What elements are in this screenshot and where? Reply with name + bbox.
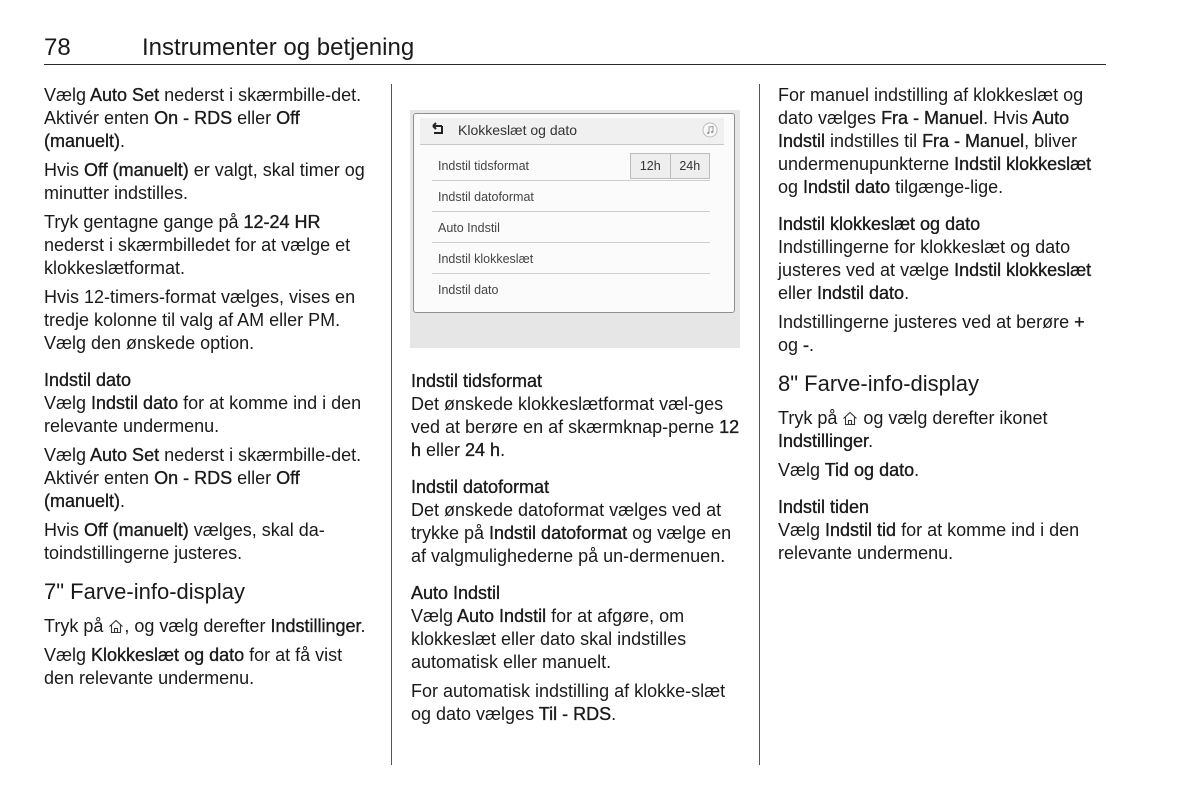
column-divider <box>759 84 760 765</box>
section-title: 7" Farve-info-display <box>44 579 245 604</box>
home-icon <box>842 411 858 426</box>
paragraph: For automatisk indstilling af klokke-slæt og dato vælges Til - RDS. <box>411 681 726 724</box>
column-divider <box>391 84 392 765</box>
back-arrow-icon[interactable] <box>428 122 446 138</box>
paragraph: Det ønskede datoformat vælges ved at trykke på Indstil datoformat og vælge en af valgmulighederne på un-dermenuen. <box>411 500 732 566</box>
menu-item-time-format[interactable]: Indstil tidsformat 12h 24h <box>432 150 710 181</box>
screen-title: Klokkeslæt og dato <box>458 122 578 138</box>
menu-item-date-format[interactable]: Indstil datoformat <box>432 181 710 212</box>
section-heading: Indstil datoformat <box>411 477 550 497</box>
paragraph: Vælg Klokkeslæt og dato for at få vist den relevante undermenu. <box>44 645 343 688</box>
menu-item-set-date[interactable]: Indstil dato <box>438 283 499 297</box>
paragraph: Indstillingerne justeres ved at berøre + og -. <box>778 312 1085 355</box>
section-heading: Indstil tiden <box>778 497 870 517</box>
section-heading: Indstil dato <box>44 370 132 390</box>
home-icon <box>108 619 124 634</box>
section-heading: Indstil klokkeslæt og dato <box>778 214 981 234</box>
paragraph: Hvis Off (manuelt) er valgt, skal timer og minutter indstilles. <box>44 160 365 203</box>
paragraph: Vælg Auto Set nederst i skærmbille-det. Aktivér enten On - RDS eller Off (manuelt). <box>44 445 362 511</box>
paragraph: Det ønskede klokkeslætformat væl-ges ved at berøre en af skærmknap-perne 12 h eller 24 h. <box>411 394 740 460</box>
12h-button[interactable]: 12h <box>639 159 661 173</box>
page-title: Instrumenter og betjening <box>142 34 415 61</box>
menu-item-set-time[interactable]: Indstil klokkeslæt <box>432 243 710 274</box>
paragraph: Vælg Tid og dato. <box>778 460 920 480</box>
column-3 <box>778 84 1108 571</box>
section-heading: Indstil tidsformat <box>411 371 543 391</box>
time-format-toggle <box>630 153 710 179</box>
display-illustration <box>410 110 740 348</box>
page-number: 78 <box>44 34 71 61</box>
column-1 <box>44 84 376 696</box>
section-title: 8" Farve-info-display <box>778 371 979 396</box>
paragraph: Tryk på , og vælg derefter Indstillinger. <box>44 616 366 636</box>
paragraph: Indstillingerne for klokkeslæt og dato justeres ved at vælge Indstil klokkeslæt eller Indstil dato. <box>778 237 1092 303</box>
paragraph: Vælg Auto Set nederst i skærmbille-det. Aktivér enten On - RDS eller Off (manuelt). <box>44 85 362 151</box>
column-2 <box>411 356 743 732</box>
paragraph: Hvis 12-timers-format vælges, vises en tredje kolonne til valg af AM eller PM. Vælg den ønskede option. <box>44 287 356 353</box>
paragraph: Vælg Indstil dato for at komme ind i den relevante undermenu. <box>44 393 362 436</box>
screen-header <box>420 118 724 145</box>
menu-item-auto-set[interactable]: Auto Indstil <box>432 212 710 243</box>
display-screen <box>413 113 735 313</box>
paragraph: Vælg Auto Indstil for at afgøre, om klokkeslæt eller dato skal indstilles automatisk eller manuelt. <box>411 606 687 672</box>
section-heading: Auto Indstil <box>411 583 501 603</box>
music-note-icon[interactable] <box>702 122 718 138</box>
paragraph: Tryk på og vælg derefter ikonet Indstillinger. <box>778 408 1048 451</box>
page-header <box>44 34 1106 65</box>
24h-button[interactable]: 24h <box>670 154 710 178</box>
paragraph: Vælg Indstil tid for at komme ind i den relevante undermenu. <box>778 520 1080 563</box>
paragraph: Hvis Off (manuelt) vælges, skal da-toindstillingerne justeres. <box>44 520 325 563</box>
paragraph: For manuel indstilling af klokkeslæt og dato vælges Fra - Manuel. Hvis Auto Indstil indstilles til Fra - Manuel, bliver undermenupunkterne Indstil klokkeslæt og Indstil dato tilgænge-lige. <box>778 85 1092 197</box>
paragraph: Tryk gentagne gange på 12-24 HR nederst i skærmbilledet for at vælge et klokkeslætformat. <box>44 212 351 278</box>
